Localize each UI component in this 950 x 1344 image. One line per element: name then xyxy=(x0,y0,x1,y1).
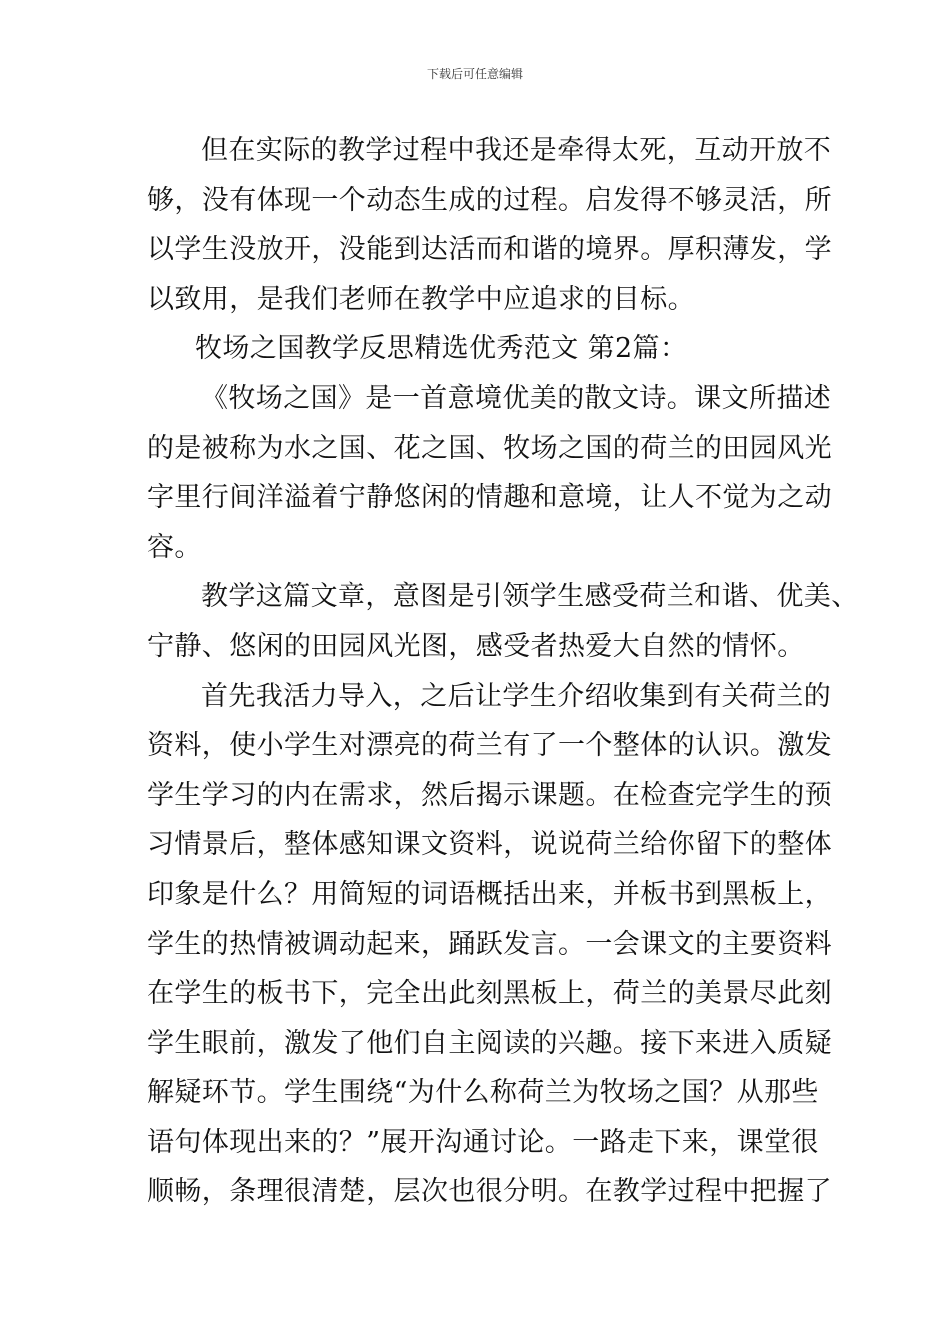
text-line: 顺畅，条理很清楚，层次也很分明。在教学过程中把握了 xyxy=(147,1176,832,1208)
text-line: 教学这篇文章，意图是引领学生感受荷兰和谐、优美、 xyxy=(201,581,859,613)
text-line: 在学生的板书下，完全出此刻黑板上，荷兰的美景尽此刻 xyxy=(147,978,832,1010)
paragraph xyxy=(147,572,859,671)
page-header: 下载后可任意编辑 xyxy=(426,67,523,81)
text-line: 够，没有体现一个动态生成的过程。启发得不够灵活，所 xyxy=(147,184,832,216)
text-line: 学生眼前，激发了他们自主阅读的兴趣。接下来进入质疑 xyxy=(147,1027,832,1059)
text-line: 学生的热情被调动起来，踊跃发言。一会课文的主要资料 xyxy=(147,928,832,960)
text-line: 语句体现出来的？”展开沟通讨论。一路走下来，课堂很 xyxy=(147,1126,819,1158)
paragraph xyxy=(147,374,832,572)
text-line: 以致用，是我们老师在教学中应追求的目标。 xyxy=(147,283,695,315)
document-body xyxy=(147,126,859,1217)
text-line: 首先我活力导入，之后让学生介绍收集到有关荷兰的 xyxy=(201,680,832,712)
text-line: 学生学习的内在需求，然后揭示课题。在检查完学生的预 xyxy=(147,779,832,811)
text-line: 解疑环节。学生围绕“为什么称荷兰为牧场之国？从那些 xyxy=(147,1077,819,1109)
text-line: 的是被称为水之国、花之国、牧场之国的荷兰的田园风光 xyxy=(147,432,832,464)
text-line: 字里行间洋溢着宁静悠闲的情趣和意境，让人不觉为之动 xyxy=(147,482,832,514)
text-line: 资料，使小学生对漂亮的荷兰有了一个整体的认识。激发 xyxy=(147,730,832,762)
text-line: 但在实际的教学过程中我还是牵得太死，互动开放不 xyxy=(201,135,832,166)
text-line: 容。 xyxy=(147,531,202,563)
paragraph xyxy=(147,672,832,1218)
text-line: 习情景后，整体感知课文资料，说说荷兰给你留下的整体 xyxy=(147,829,832,861)
text-line: 以学生没放开，没能到达活而和谐的境界。厚积薄发，学 xyxy=(147,234,832,266)
text-line: 《牧场之国》是一首意境优美的散文诗。课文所描述 xyxy=(201,382,832,414)
paragraph xyxy=(147,126,832,324)
text-line: 印象是什么？用简短的词语概括出来，并板书到黑板上， xyxy=(147,878,832,910)
section-heading xyxy=(147,324,817,374)
text-line: 宁静、悠闲的田园风光图，感受者热爱大自然的情怀。 xyxy=(147,630,805,662)
heading-line: 牧场之国教学反思精选优秀范文 第2篇： xyxy=(195,333,688,365)
